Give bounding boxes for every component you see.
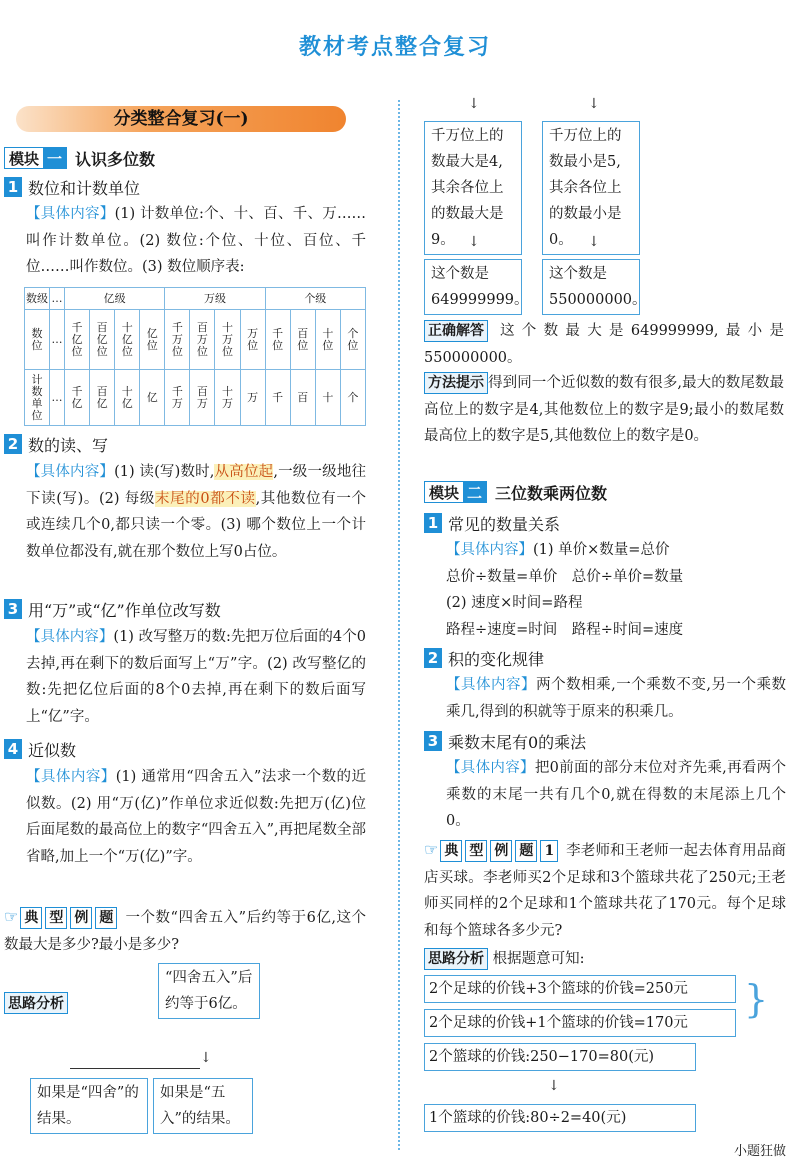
table-header: 万级: [165, 288, 265, 310]
table-header: 个级: [265, 288, 365, 310]
formula-line: 路程÷速度=时间 路程÷时间=速度: [446, 621, 684, 638]
section-title: 用“万”或“亿”作单位改写数: [28, 600, 221, 620]
section-1-content: [446, 537, 786, 643]
table-header: 亿级: [65, 288, 165, 310]
table-row-label: 计数单位: [31, 372, 43, 422]
section-2-header: [4, 432, 108, 456]
table-row-label: 数位: [31, 326, 43, 352]
table-cell: 千万位: [171, 320, 183, 358]
content-text: (1) 改写整万的数:先把万位后面的4个0去掉,再在剩下的数后面写上“万”字。(2) 改写整亿的数:先把亿位后面的8个0去掉,再在剩下的数后面写上“亿”字。: [26, 629, 367, 725]
table-cell: 十亿: [121, 384, 133, 410]
content-text: 两个数相乘,一个乘数不变,另一个乘数乘几,得到的积就等于原来的积乘几。: [446, 677, 787, 720]
example-tag-char: 例: [490, 840, 512, 862]
section-title: 数的读、写: [28, 435, 109, 455]
flow-box-min: 千万位上的数最小是5,其余各位上的数最小是0。: [542, 121, 640, 255]
section-3-content: [26, 624, 366, 730]
example-question: [424, 837, 786, 944]
column-divider: [398, 100, 400, 1150]
example-tag-char: 典: [20, 907, 42, 929]
answer-label: 正确解答: [424, 320, 488, 342]
module-tag-num: 二: [463, 482, 486, 503]
content-text: ,其他数位有一个或连续几个0,都只读一个零。(3) 哪个数位上一个计数单位都没有,就在那个数位上写0占位。: [26, 490, 366, 560]
table-cell: 百亿位: [96, 320, 108, 358]
analysis: [424, 946, 784, 973]
equation-box-3: 2个篮球的价钱:250−170=80(元): [424, 1043, 696, 1071]
table-cell: 千: [272, 390, 284, 404]
equation-box-4: 1个篮球的价钱:80÷2=40(元): [424, 1104, 696, 1132]
section-1-header: [424, 511, 560, 535]
table-cell: …: [50, 370, 65, 426]
highlight-text: 从高位起: [214, 464, 274, 480]
content-tag: 【具体内容】: [26, 464, 115, 480]
table-cell: 百万: [196, 384, 208, 410]
section-3-content: [446, 755, 786, 835]
example-tag-char: 型: [45, 907, 67, 929]
footer-text: 小题狂做: [734, 1144, 787, 1159]
table-cell: 百万位: [196, 320, 208, 358]
table-cell: 万位: [247, 326, 259, 352]
module-2-header: [424, 480, 607, 504]
module-name: 认识多位数: [75, 149, 156, 169]
highlight-text: 末尾的0都不读: [155, 490, 256, 507]
content-text: (1) 读(写)数时,: [114, 464, 215, 480]
example-number: 1: [540, 840, 558, 862]
answer-text: 这个数最大是649999999,最小是550000000。: [424, 323, 784, 366]
section-4-content: [26, 764, 366, 870]
table-cell: 十: [322, 390, 334, 404]
formula-line: 总价÷数量=单价 总价÷单价=数量: [446, 568, 684, 585]
example-question: [4, 904, 366, 958]
section-2-content: [446, 672, 786, 725]
table-cell: 百位: [297, 326, 309, 352]
flow-box-min-result: 这个数是550000000。: [542, 259, 640, 315]
section-3-header: [424, 729, 586, 753]
arrow-down-icon: ↓: [588, 234, 600, 250]
table-cell: …: [50, 310, 65, 370]
example-text: 一个数“四舍五入”后约等于6亿,这个数最大是多少?最小是多少?: [4, 910, 366, 953]
arrow-down-icon: ↓: [200, 1050, 212, 1066]
table-cell: 千万: [171, 384, 183, 410]
flow-box-max-result: 这个数是649999999。: [424, 259, 522, 315]
method-text: 得到同一个近似数的数有很多,最大的数尾数最高位上的数字是4,其他数位上的数字是9;最小的数尾数最高位上的数字是5,其他数位上的数字是0。: [424, 375, 784, 444]
section-number: 2: [424, 648, 442, 668]
correct-answer: [424, 318, 784, 371]
formula-line: (1) 单价×数量=总价: [533, 542, 670, 558]
module-tag-text: 模块: [429, 483, 460, 502]
table-cell: 十万位: [222, 320, 233, 358]
content-tag: 【具体内容】: [446, 677, 537, 693]
method-label: 方法提示: [424, 372, 488, 394]
page-title: 教材考点整合复习: [298, 35, 491, 60]
content-tag: 【具体内容】: [446, 542, 533, 558]
section-title: 数位和计数单位: [28, 178, 141, 198]
section-1-header: [4, 175, 140, 199]
section-1-content: [26, 201, 366, 281]
analysis-text: 根据题意可知:: [492, 951, 585, 967]
content-text: (1) 通常用“四舍五入”法求一个数的近似数。(2) 用“万(亿)”作单位求近似数:先把万(亿)位后面尾数的最高位上的数字“四舍五入”,再把尾数全部省略,加上一个“万(亿)”字。: [26, 769, 366, 865]
pointing-hand-icon: ☞: [4, 907, 19, 926]
module-tag: [424, 481, 487, 503]
content-tag: 【具体内容】: [446, 760, 535, 776]
section-title: 乘数末尾有0的乘法: [448, 732, 587, 752]
table-cell: 亿位: [146, 326, 158, 352]
section-number: 1: [4, 177, 22, 197]
content-text: 把0前面的部分末位对齐先乘,再看两个乘数的末尾一共有几个0,就在得数的末尾添上几个0。: [446, 760, 786, 829]
content-tag: 【具体内容】: [26, 629, 114, 645]
right-brace-icon: }: [744, 977, 769, 1021]
example-tag-char: 型: [465, 840, 487, 862]
table-cell: 千亿位: [71, 320, 83, 358]
equation-box-1: 2个足球的价钱+3个篮球的价钱=250元: [424, 975, 736, 1003]
flow-box-max: 千万位上的数最大是4,其余各位上的数最大是9。: [424, 121, 522, 255]
section-title-bar: 分类整合复习(一): [16, 106, 346, 132]
section-title: 积的变化规律: [448, 649, 545, 669]
section-3-header: [4, 597, 221, 621]
flow-box-left: 如果是“四舍”的结果。: [30, 1078, 148, 1134]
table-cell: 个: [347, 390, 359, 404]
table-cell: 个位: [347, 326, 359, 352]
arrow-down-icon: ↓: [548, 1078, 560, 1094]
table-cell: 万: [247, 390, 259, 404]
table-cell: 十万: [222, 384, 233, 410]
equation-box-2: 2个足球的价钱+1个篮球的价钱=170元: [424, 1009, 736, 1037]
module-tag-text: 模块: [9, 149, 40, 168]
section-number: 1: [424, 513, 442, 533]
branch-line: [70, 1068, 200, 1069]
table-cell: 千位: [272, 326, 284, 352]
formula-line: (2) 速度×时间=路程: [446, 595, 583, 611]
section-2-header: [424, 646, 544, 670]
section-title: 常见的数量关系: [448, 514, 561, 534]
analysis-label: 思路分析: [4, 992, 68, 1014]
pointing-hand-icon: ☞: [424, 840, 439, 859]
example-tag-char: 典: [440, 840, 462, 862]
example-tag-char: 题: [515, 840, 537, 862]
table-cell: 十亿位: [121, 320, 133, 358]
table-cell: 千亿: [71, 384, 83, 410]
table-cell: 亿: [146, 390, 158, 404]
section-number: 4: [4, 739, 22, 759]
table-cell: 十位: [322, 326, 334, 352]
example-tag-char: 例: [70, 907, 92, 929]
analysis-label: 思路分析: [424, 948, 488, 970]
section-number: 2: [4, 434, 22, 454]
place-value-table: [24, 287, 366, 426]
table-cell: 百亿: [96, 384, 108, 410]
table-header: 数级: [25, 288, 50, 310]
module-name: 三位数乘两位数: [495, 483, 608, 503]
arrow-down-icon: ↓: [468, 234, 480, 250]
module-tag-num: 一: [43, 148, 66, 169]
section-2-content: [26, 459, 366, 565]
example-tag: [440, 840, 561, 862]
flow-box-main: “四舍五入”后约等于6亿。: [158, 963, 260, 1019]
example-tag: [20, 907, 120, 929]
flow-box-right: 如果是“五入”的结果。: [153, 1078, 253, 1134]
example-tag-char: 题: [95, 907, 117, 929]
content-tag: 【具体内容】: [26, 769, 116, 785]
table-header: …: [50, 288, 65, 310]
arrow-down-icon: ↓: [588, 96, 600, 112]
content-text: ,一级一级地往下读(写)。(2) 每级: [26, 464, 367, 507]
section-4-header: [4, 737, 76, 761]
section-number: 3: [4, 599, 22, 619]
example-text: 李老师和王老师一起去体育用品商店买球。李老师买2个足球和3个篮球共花了250元;王老师买同样的2个足球和1个篮球共花了170元。每个足球和每个篮球各多少元?: [424, 843, 787, 939]
module-1-header: [4, 146, 155, 170]
section-number: 3: [424, 731, 442, 751]
module-tag: [4, 147, 67, 169]
content-text: (1) 计数单位:个、十、百、千、万……叫作计数单位。(2) 数位:个位、十位、百位、千位……叫作数位。(3) 数位顺序表:: [26, 206, 366, 275]
table-cell: 百: [297, 390, 309, 404]
arrow-down-icon: ↓: [468, 96, 480, 112]
section-title: 近似数: [28, 740, 77, 760]
content-tag: 【具体内容】: [26, 206, 115, 222]
method-tip: [424, 370, 784, 450]
